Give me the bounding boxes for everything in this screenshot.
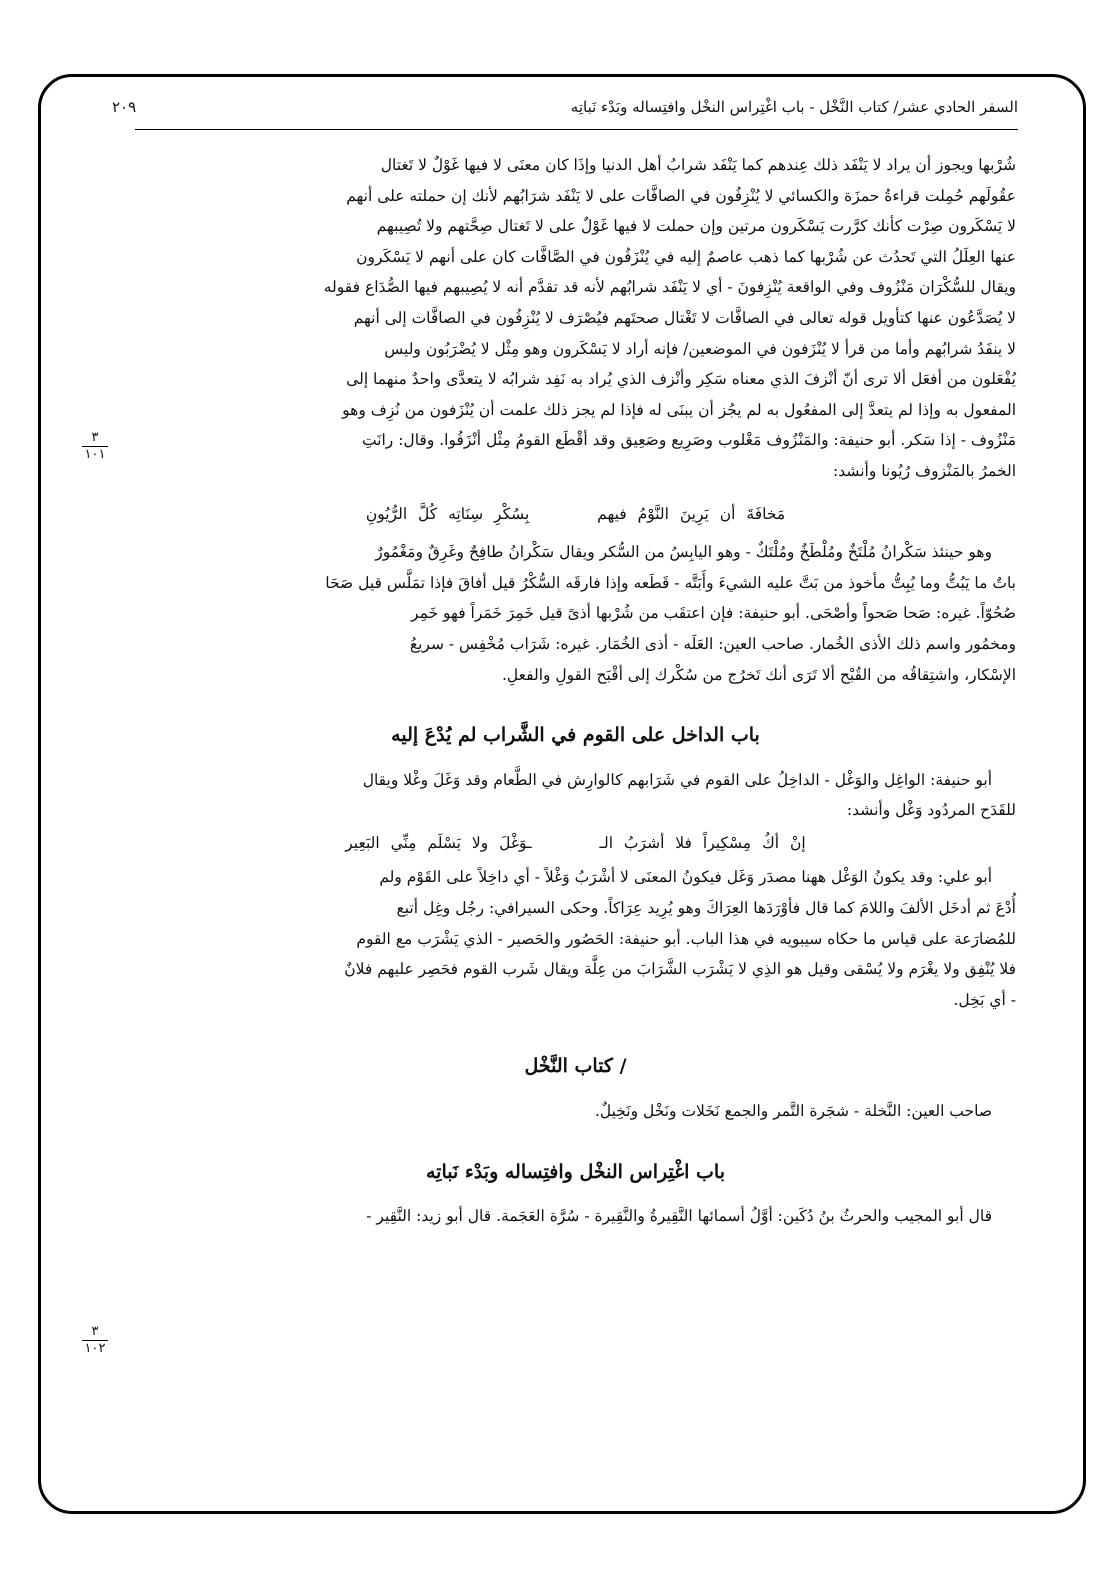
text-line: الإسْكار، واشتِقاقُه من القُبْح ألا تَرَى أنك تَخرُج من سُكْرك إلى أقْبَح القولِ والفعلِ. <box>501 665 1016 684</box>
text-line: لا ينفَدُ شرابُهم وأما من قرأ لا يُنْزَفون في الموضعين/ فإنه أراد لا يَسْكَرون وهو مِثْل لا يُضْرَبُون وليس <box>384 339 1016 358</box>
poetry-verse-2 <box>135 828 1016 859</box>
header-rule <box>135 129 1018 130</box>
text-line: عنها العِلَلُ التي تَحدُث عن شُرْبها كما ذهب عاصمٌ إليه في يُنْزَفُون في الصَّافَّات كان على أنهم لا يَسْكَرون <box>356 247 1016 266</box>
text-line: مَنْزُوف - إذا سَكر. أبو حنيفة: والمَنْزُوف مَغْلوب وصَرِيع وصَعِيق وقد أقْطَع القومُ مِثْل أنْزَفُوا. وقال: رانَتِ <box>361 431 1016 450</box>
page-header <box>100 94 1018 124</box>
text-line: صُحُوّاً. غيره: صَحا صَحواً وأصْحَى. أبو حنيفة: فإن اعتقَب من شُرْبها أذىً قيل خَمِرَ خَمَراً فهو خَمِر <box>411 604 1016 623</box>
text-line: لا يَسْكَرون صِرْت كأنك كرَّرت يَسْكَرون مرتين وإن حملت لا فيها غَوْلٌ على لا تَغتال صِحَّتهم ولا تُصِيبهم <box>376 217 1016 236</box>
marker-bottom: ١٠٢ <box>84 1341 106 1356</box>
text-line: لا يُصَدَّعُون عنها كتأويل قوله تعالى في الصافَّات لا تَغْتال صحتَهم فيُصْرَف لا يُنْزِفُون في الصافَّات إلى أنهم <box>353 308 1016 327</box>
marker-bottom: ١٠١ <box>84 447 106 462</box>
hemistich-right: إنْ أكُ مِسْكِيراً فلا أشرَبُ الـ <box>599 833 806 852</box>
section-heading: باب الداخل على القوم في الشَّراب لم يُدْعَ إليه <box>391 724 760 747</box>
paragraph-2 <box>135 537 1016 690</box>
text-line: الخمرُ بالمَنْزوف رُيُونا وأنشد: <box>833 461 1016 480</box>
hemistich-left: بِسُكْرِ سِنَاتِه كُلَّ الرُّيُونِ <box>365 504 530 523</box>
book-heading: / كتاب النَّخْل <box>524 1055 627 1078</box>
text-line: صاحب العين: النَّخلة - شجَرة التَّمر والجمع نَخَلات ونَخْل ونَخِيلٌ. <box>594 1102 992 1121</box>
text-line: أُدْعَ ثم أدخَل الألفَ واللامَ كما قال فأوْرَدَها العِرَاكَ وهو يُرِيد عِرَاكاً. وحكى السيرافي: رجُل وغِل أتبع <box>396 899 1016 918</box>
text-line: المفعول به وإذا لم يتعدَّ إلى المفعُول به لم يجُز أن يبنَى له فإذا لم يجز ذلك علمت أن يُنْزَفون من نُزِف وهو <box>342 400 1016 419</box>
poetry-verse-1 <box>135 499 1016 530</box>
hemistich-left: ـوَغْلَ ولا يَسْلَم مِنِّي البَعِير <box>345 833 532 852</box>
paragraph-5 <box>135 1096 1016 1127</box>
marker-top: ٣ <box>91 1324 99 1339</box>
text-line: يُفْعَلون من أفعَل ألا ترى أنّ أنْزفَ الذي معناه سَكِر وأنْزف الذي يُراد به نَفِد شرابُه لا يتعدَّى واحدٌ منهما إلى <box>346 370 1016 389</box>
page-number: ٢٠٩ <box>112 98 137 116</box>
text-line: أبو حنيفة: الواغِل والوَغْل - الداخِلُ على القوم في شَرَابهم كالوارِش في الطَّعام وقد وَغَلَ وغْلا ويقال <box>362 770 992 789</box>
text-line: وهو حينئذ سَكْرانُ مُلْتَخٌ ومُلْطَخٌ ومُلْتَكٌ - وهو اليابِسُ من السُّكر ويقال سَكْرانُ طافِحٌ وغَرِقٌ ومَغْمُورٌ <box>375 543 992 562</box>
margin-marker <box>80 1325 110 1356</box>
running-title: السفر الحادي عشر/ كتاب النَّخْل - باب اغْتِراس النخْل وافتِساله وبَدْء نَباتِه <box>570 98 1018 116</box>
text-line: شُرْبها ويجوز أن يراد لا يَنْفَد ذلك عِندهم كما يَنْفَد شرابُ أهل الدنيا وإذَا كان معنَى لا فيها غَوْلٌ لا تَغتال <box>380 156 1016 174</box>
paragraph-1 <box>135 150 1016 487</box>
hemistich-right: مَخافَةَ أن يَرِينَ النَّوْمُ فيهم <box>597 504 786 523</box>
text-line: للقَدَح المردُود وَغْل وأنشد: <box>846 801 1016 820</box>
text-line: للمُضارَعة على قياس ما حكاه سيبويه في هذا الباب. أبو حنيفة: الحَصُور والحَصير - الذي يَشْرَب مع القوم <box>356 929 1016 948</box>
marker-top: ٣ <box>91 430 99 445</box>
text-line: باتٌ ما يَبُتُّ وما يُبِتُّ مأخوذ من بَتَّ عليه الشيءَ وأَبَتَّه - قَطَعه وإذا فارقَه السُّكْرُ قيل أفاقَ فإذا تمَلَّس قيل صَحَا <box>325 573 1016 592</box>
paragraph-6 <box>135 1201 1016 1232</box>
text-line: قال أبو المجيب والحرثُ بنُ دُكَين: أوَّلُ أسمائها النَّقِيرةُ والنَّقِيرة - سُرَّة العَجَمة. قال أبو زيد: النَّقِير - <box>366 1207 992 1226</box>
section-heading: باب اغْتِراس النخْل وافتِساله وبَدْء نَباتِه <box>425 1160 726 1183</box>
margin-marker <box>80 431 110 462</box>
text-line: فلا يُنْفِق ولا يغْرَم ولا يُسْقى وقيل هو الذِي لا يَشْرَب الشَّرَابَ من عِلَّة ويقال شَرب القوم فحَصِر عليهم فلانٌ <box>344 960 1016 979</box>
text-line: ومخمُور واسم ذلك الأذى الخُمار. صاحب العين: العَلَه - أذى الخُمَار. غيره: شَرَاب مُخْفِس - سريعُ <box>409 634 1016 653</box>
text-line: - أي بَخِل. <box>953 990 1016 1009</box>
paragraph-3 <box>135 765 1016 826</box>
main-text <box>135 150 1016 1232</box>
text-line: عقُولَهم حُمِلت قراءةُ حمزَة والكسائي لا يُنْزِفُون في الصافَّات على لا يَنْفَد شرَابُهم لأنك إن حملته على أنهم <box>346 186 1016 205</box>
paragraph-4 <box>135 862 1016 1015</box>
text-line: ويقال للسُّكْرَان مَنْزُوف وفي الواقعة يُنْزِفونَ - أي لا يَنْفَد شرابُهم لأنه قد تقدَّم أنه لا يُصِيبهم فيها الصُّدَاع فقوله <box>323 278 1016 297</box>
text-line: أبو علي: وقد يكونُ الوَغْل ههنا مصدَر وَغَل فيكونُ المعنَى لا أشْرَبُ وَغْلاً - أي داخِلاً على القَوْم ولم <box>379 868 992 887</box>
